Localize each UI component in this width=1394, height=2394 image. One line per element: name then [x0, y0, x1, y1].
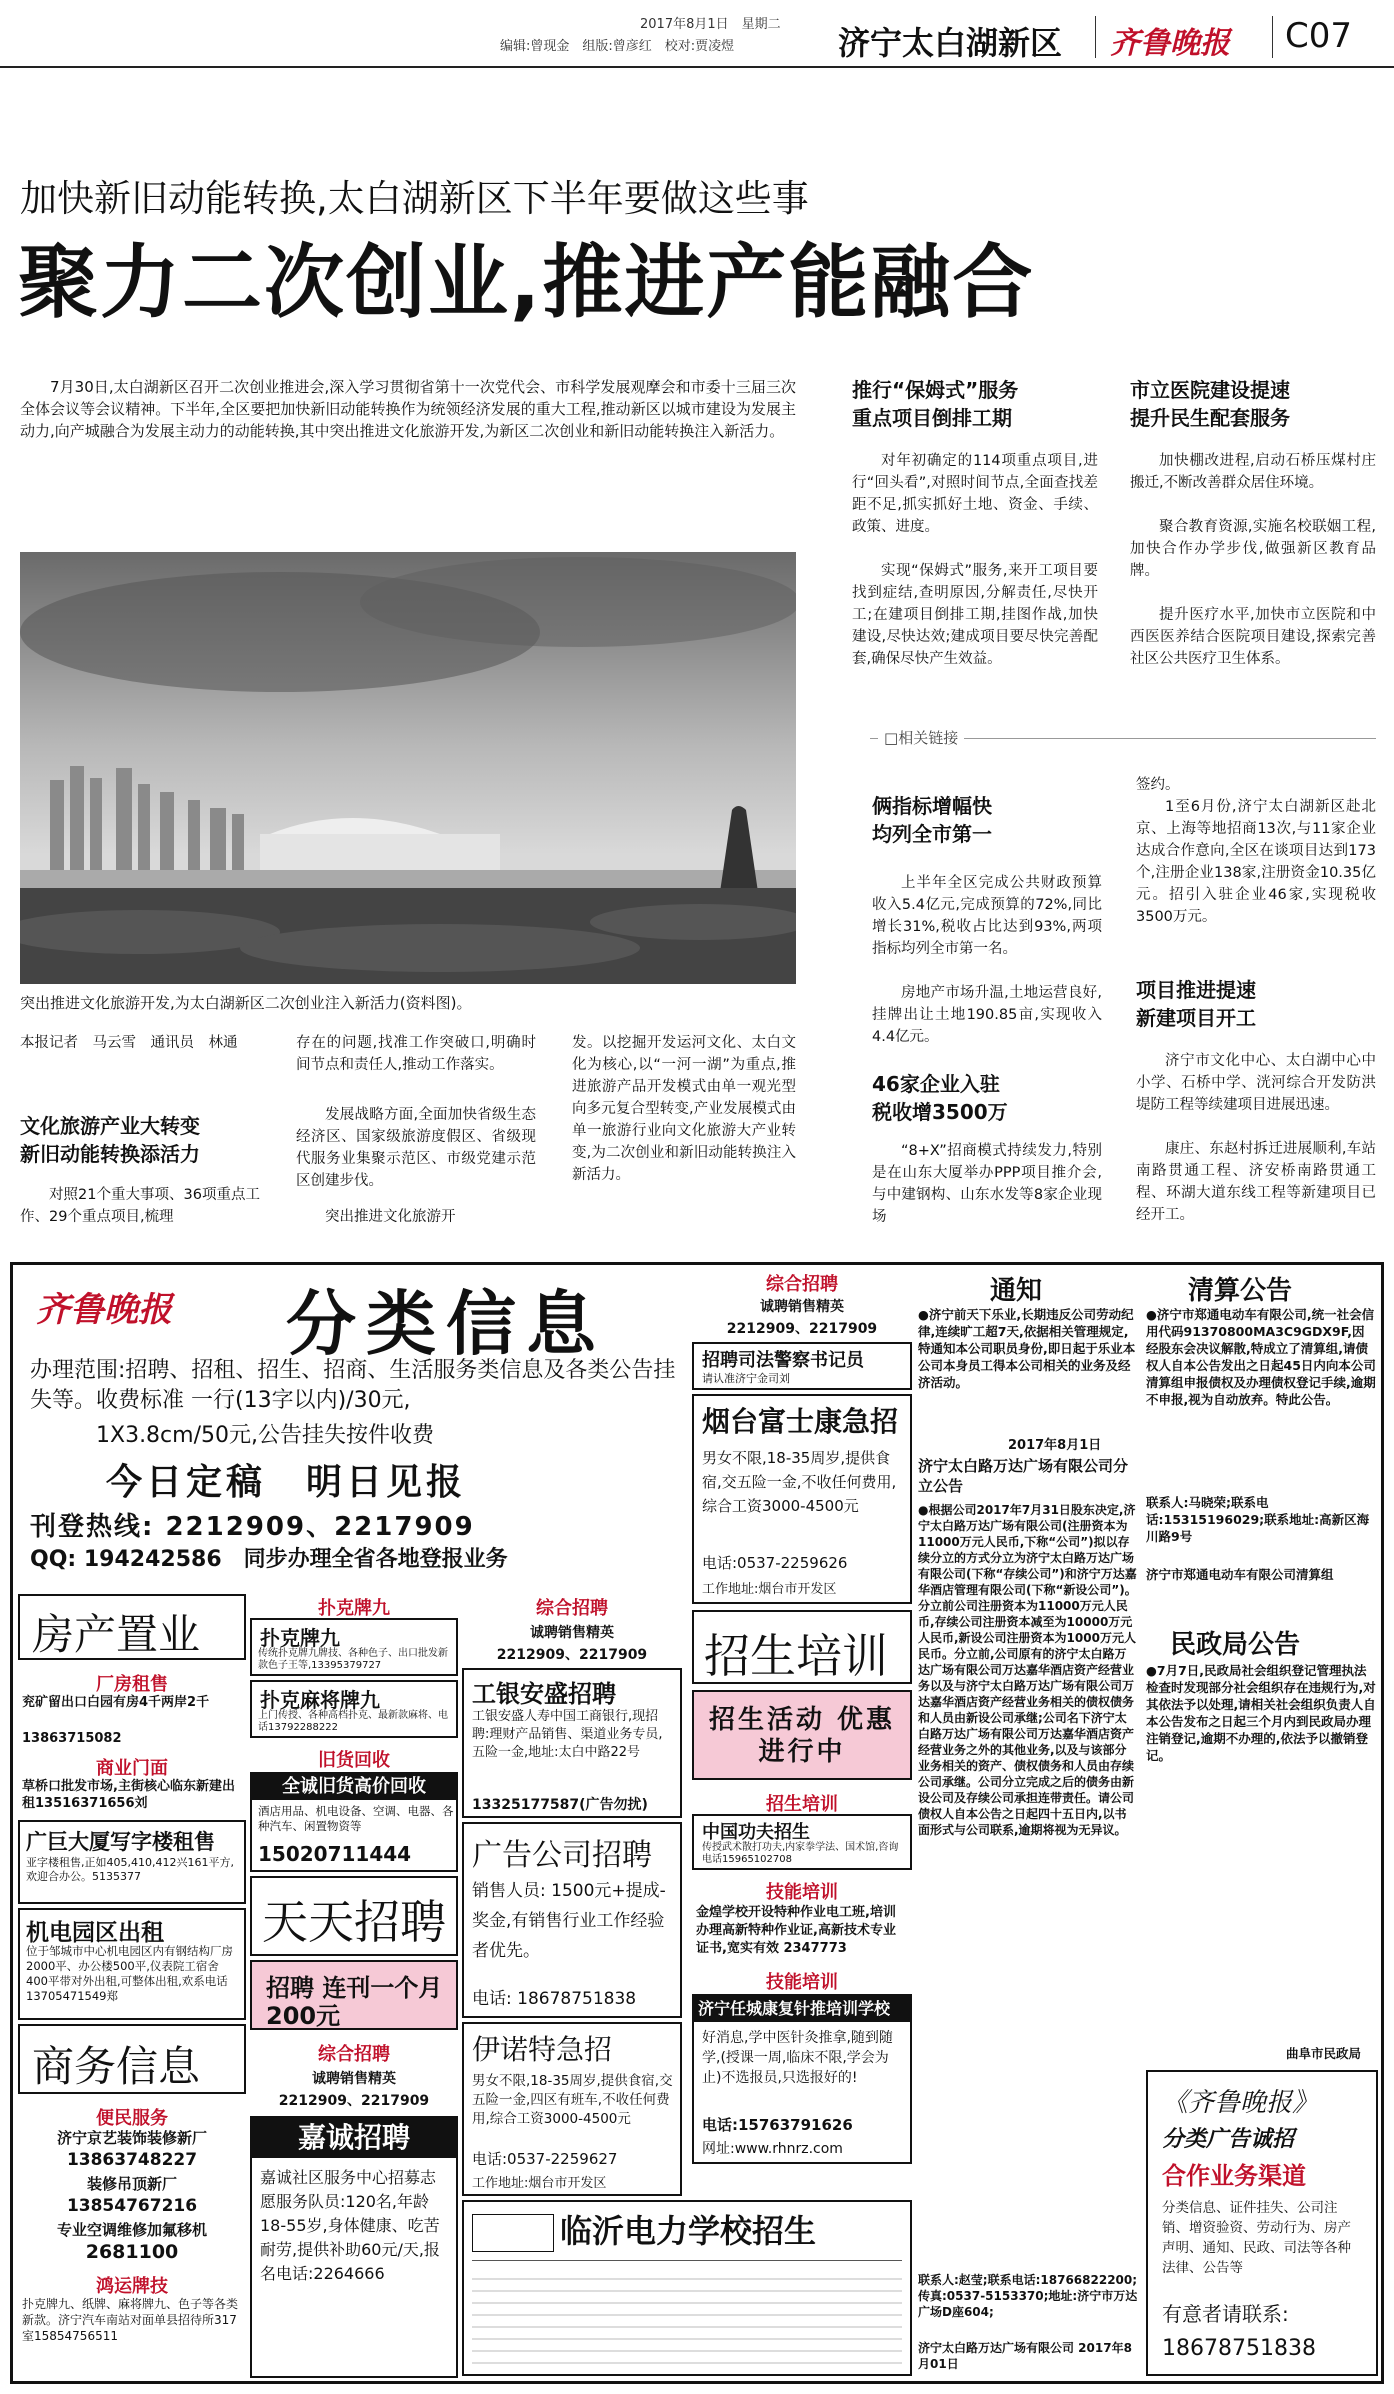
- shop-heading: 商业门面: [96, 1758, 168, 1779]
- hiring-price-text: 招聘 连刊一个月200元: [266, 1974, 443, 2030]
- zonghe-heading-1: 综合招聘: [318, 2044, 390, 2065]
- zonghe-sub-2: 诚聘销售精英: [530, 1625, 614, 1641]
- lake-photo: [20, 552, 796, 984]
- old-ad-title: 全诚旧货高价回收: [252, 1774, 456, 1800]
- byline: 本报记者 马云雪 通讯员 林通: [20, 1035, 238, 1051]
- adco-text: 销售人员: 1500元+提成-奖金,有销售行业工作经验者优先。: [472, 1881, 666, 1961]
- jiacheng-text: 嘉诚社区服务中心招募志愿服务队员:120名,年龄18-55岁,身体健康、吃苦耐劳,提供补助60元/天,报名电话:2264666: [260, 2168, 440, 2283]
- electric-logo: [472, 2214, 554, 2252]
- zonghe-phone-1: 2212909、2217909: [278, 2093, 430, 2109]
- conv-1: 济宁京艺装饰装修新厂: [56, 2129, 207, 2147]
- adco-ad: [462, 1822, 682, 2018]
- zonghe-heading-3: 综合招聘: [766, 1274, 838, 1295]
- enroll-promo: [692, 1690, 912, 1780]
- adco-phone: 电话: 18678751838: [472, 1989, 637, 2009]
- sec2-title-2: 重点项目倒排工期: [852, 406, 1012, 430]
- fuyang-title: 招聘司法警察书记员: [702, 1350, 864, 1371]
- massage-title: 济宁任城康复针推培训学校: [694, 1996, 912, 2022]
- old-ad-text: 酒店用品、机电设备、空调、电器、各种汽车、闲置物资等: [258, 1804, 454, 1833]
- related-d-title-1: 项目推进提速: [1136, 978, 1256, 1002]
- related-b-paragraph-1: “8+X”招商模式持续发力,特别是在山东大厦举办PPP项目推介会,与中建钢构、山东水发等8家企业现场: [872, 1143, 1102, 1225]
- yinuo-ad: [462, 2022, 682, 2196]
- issue-date: 2017年8月1日 星期二: [640, 17, 781, 32]
- electric-ad: [462, 2200, 912, 2376]
- notice-title: 通知: [990, 1276, 1043, 1306]
- cooperation-subtitle: 分类广告诚招: [1162, 2126, 1295, 2152]
- hongyun-heading: 鸿运牌技: [96, 2276, 168, 2297]
- biz-title: 商务信息: [32, 2042, 201, 2091]
- liquid-text: ●济宁市郑通电动车有限公司,统一社会信用代码91370800MA3C9GDX9F,因经股东会决议解散,特成立了清算组,请债权人自本公告发出之日起45日内向本公司清算组申报债权及办理债权登记手续,逾期不申报,视为自动放弃。特此公告。: [1146, 1307, 1376, 1407]
- rent-heading: 厂房租售: [96, 1674, 168, 1695]
- fuyang-text: 请认准济宁金司刘: [702, 1372, 790, 1385]
- sec2-paragraph-2: 实现“保姆式”服务,来开工项目要找到症结,查明原因,分解责任,尽快开工;在建项目倒排工期,挂图作战,加快建设,尽快达效;建成项目要尽快完善配套,确保尽快产生效益。: [852, 563, 1098, 667]
- sec1-paragraph-3: 发展战略方面,全面加快省级生态经济区、国家级旅游度假区、省级现代服务业集聚示范区、市级党建示范区创建步伐。: [296, 1107, 536, 1189]
- electric-title: 临沂电力学校招生: [560, 2212, 817, 2250]
- poker-ad-1: [250, 1618, 458, 1676]
- kicker-headline: 加快新旧动能转换,太白湖新区下半年要做这些事: [20, 177, 809, 220]
- sec3-paragraph-1: 加快棚改进程,启动石桥压煤村庄搬迁,不断改善群众居住环境。: [1130, 453, 1376, 491]
- yinuo-phone: 电话:0537-2259627: [472, 2150, 618, 2168]
- skill-heading-2: 技能培训: [766, 1972, 838, 1993]
- classifieds-scope-2: 1X3.8cm/50元,公告挂失按件收费: [96, 1423, 434, 1448]
- related-d-paragraph-1: 济宁市文化中心、太白湖中心中小学、石桥中学、洸河综合开发防洪堤防工程等续建项目进展迅速。: [1136, 1053, 1376, 1113]
- related-a-paragraph-1: 上半年全区完成公共财政预算收入5.4亿元,完成预算的72%,同比增长31%,税收占比达到93%,两项指标均列全市第一名。: [872, 875, 1102, 957]
- classifieds-deadline: 今日定稿 明日见报: [106, 1461, 467, 1503]
- yinuo-title: 伊诺特急招: [472, 2033, 613, 2066]
- skill-text: 金煌学校开设特种作业电工班,培训办理高新特种作业证,高新技术专业证书,宽实有效 2347773: [696, 1905, 896, 1956]
- notice-text: ●济宁前天下乐业,长期违反公司劳动纪律,连续旷工超7天,依据相关管理规定,特通知本公司职员身份,即日起于乐业本公司本身员工得本公司相关的业务及经济活动。: [918, 1307, 1136, 1390]
- massage-website: 网址:www.rhnrz.com: [702, 2141, 843, 2157]
- classifieds-qq: QQ: 194242586 同步办理全省各地登报业务: [30, 1547, 508, 1572]
- section-name: 济宁太白湖新区: [838, 24, 1063, 62]
- editor-credits: 编辑:曾现金 组版:曾彦红 校对:贾凌煜: [500, 39, 735, 54]
- poker-ad-1-title: 扑克牌九: [260, 1626, 340, 1650]
- conv-heading: 便民服务: [96, 2108, 168, 2129]
- cooperation-headline: 合作业务渠道: [1162, 2162, 1306, 2190]
- massage-text: 好消息,学中医针灸推拿,随到随学,(授课一周,临床不限,学会为止)不选报员,只选报好的!: [702, 2030, 893, 2086]
- notice-date: 2017年8月1日: [1008, 1438, 1102, 1453]
- sec2-title-1: 推行“保姆式”服务: [852, 378, 1019, 402]
- rent-phone: 13863715082: [22, 1731, 122, 1746]
- notice2-title: 济宁太白路万达广场有限公司分立公告: [918, 1457, 1129, 1495]
- hiring-price: [250, 1960, 458, 2030]
- tower-text: 亚字楼租售,正如405,410,412兴161平方,欢迎合办公。5135377: [26, 1856, 234, 1883]
- realty-title: 房产置业: [32, 1610, 201, 1659]
- jidian-title: 机电园区出租: [26, 1920, 164, 1946]
- poker-ad-1-text: 传统扑克牌九牌技、各种色子、出口批发新款色子王等,13395379727: [258, 1648, 448, 1671]
- sec1-paragraph-2: 存在的问题,找准工作突破口,明确时间节点和责任人,推动工作落实。: [296, 1035, 536, 1073]
- poker-ad-2-text: 上门传授、各种高档扑克、最新款麻将、电话13792288222: [258, 1710, 448, 1733]
- sec3-paragraph-2: 聚合教育资源,实施名校联姻工程,加快合作办学步伐,做强新区教育品牌。: [1130, 519, 1376, 579]
- massage-ad: [692, 1994, 912, 2164]
- classifieds-hotline: 刊登热线: 2212909、2217909: [30, 1512, 475, 1542]
- cooperation-brand: 《齐鲁晚报》: [1162, 2088, 1319, 2118]
- adco-title: 广告公司招聘: [472, 1838, 652, 1873]
- electric-fine-print: [472, 2268, 902, 2368]
- related-b-title-1: 46家企业入驻: [872, 1072, 1000, 1096]
- old-ad-phone: 15020711444: [258, 1842, 412, 1866]
- related-label: [878, 727, 964, 748]
- tower-ad: [18, 1820, 246, 1904]
- kungfu-text: 传授武术散打功夫,内家拳学法、国术馆,咨询电话15965102708: [702, 1842, 899, 1865]
- cooperation-ad: [1146, 2070, 1378, 2376]
- civil-title: 民政局公告: [1170, 1630, 1301, 1660]
- yantai-ad: [692, 1394, 912, 1604]
- sec1-title-2: 新旧动能转换添活力: [20, 1142, 200, 1166]
- conv-2: 装修吊顶新厂: [86, 2175, 177, 2193]
- related-a-title-2: 均列全市第一: [872, 822, 992, 846]
- hongyun-text: 扑克牌九、纸牌、麻将牌九、色子等各类新款。济宁汽车南站对面单县招待所317室15854756511: [22, 2297, 239, 2343]
- zonghe-phone-2: 2212909、2217909: [496, 1647, 648, 1663]
- sec3-paragraph-3: 提升医疗水平,加快市立医院和中西医医养结合医院项目建设,探索完善社区公共医疗卫生体系。: [1130, 607, 1376, 667]
- cooperation-phone: 18678751838: [1162, 2336, 1316, 2361]
- sec3-title-1: 市立医院建设提速: [1130, 378, 1290, 402]
- enroll-heading-2: 招生培训: [766, 1794, 838, 1815]
- header-divider-2: [1272, 16, 1273, 58]
- conv-3: 专业空调维修加氟移机: [56, 2221, 207, 2239]
- poker-ad-2-title: 扑克麻将牌九: [260, 1688, 380, 1712]
- yantai-phone: 电话:0537-2259626: [702, 1554, 848, 1572]
- photo-caption: 突出推进文化旅游开发,为太白湖新区二次创业注入新活力(资料图)。: [20, 994, 472, 1012]
- hiring-banner: [250, 1876, 458, 1956]
- zonghe-sub-1: 诚聘销售精英: [312, 2071, 396, 2087]
- jidian-ad: [18, 1908, 246, 2020]
- header-divider: [1095, 16, 1096, 58]
- zonghe-heading-2: 综合招聘: [536, 1598, 608, 1619]
- yinhang-phone: 13325177587(广告勿扰): [472, 1797, 648, 1813]
- yinhang-title: 工银安盛招聘: [472, 1680, 616, 1708]
- notice2-contact: 联系人:赵莹;联系电话:18766822200;传真:0537-5153370;地址:济宁市万达广场D座604;: [918, 2273, 1138, 2319]
- related-box-icon: □: [884, 729, 899, 747]
- civil-signature: 曲阜市民政局: [1286, 2046, 1362, 2061]
- yinhang-text: 工银安盛人寿中国工商银行,现招聘:理财产品销售、渠道业务专员,五险一金,地址:太白中路22号: [472, 1709, 663, 1760]
- old-ad: [250, 1772, 458, 1872]
- related-label-text: 相关链接: [898, 729, 959, 747]
- yinuo-address: 工作地址:烟台市开发区: [472, 2176, 607, 2191]
- paper-logo: 齐鲁晚报: [1110, 26, 1230, 61]
- liquid-contact: 联系人:马晓荣;联系电话:15315196029;联系地址:高新区海川路9号: [1146, 1495, 1370, 1544]
- shop-text: 草桥口批发市场,主街核心临东新建出租13516371656刘: [22, 1779, 235, 1811]
- yantai-text: 男女不限,18-35周岁,提供食宿,交五险一金,不收任何费用,综合工资3000-4500元: [702, 1449, 897, 1515]
- electric-rule: [472, 2260, 902, 2261]
- header-rule: [0, 66, 1394, 68]
- hiring-title: 天天招聘: [262, 1895, 446, 1949]
- fuyang-ad: [692, 1342, 912, 1390]
- tower-title: 广巨大厦写字楼租售: [26, 1830, 215, 1854]
- rent-text: 兖矿留出口白园有房4千两岸2千: [22, 1695, 210, 1710]
- civil-text: ●7月7日,民政局社会组织登记管理执法检查时发现部分社会组织存在违规行为,对其依法予以处理,请相关社会组织负责人自本公告发布之日起三个月内到民政局办理注销登记,逾期不办理的,依法予以撤销登记。: [1146, 1663, 1376, 1763]
- related-d-paragraph-2: 康庄、东赵村拆迁进展顺利,车站南路贯通工程、济安桥南路贯通工程、环湖大道东线工程等新建项目已经开工。: [1136, 1141, 1376, 1223]
- sec3-title-2: 提升民生配套服务: [1130, 406, 1290, 430]
- related-a-paragraph-2: 房地产市场升温,土地运营良好,挂牌出让土地190.85亩,实现收入4.4亿元。: [872, 985, 1102, 1045]
- related-c-paragraph-0: 签约。: [1136, 777, 1180, 793]
- zonghe-phone-3: 2212909、2217909: [726, 1321, 878, 1337]
- related-d-title-2: 新建项目开工: [1136, 1006, 1256, 1030]
- sec1-paragraph-1: 对照21个重大事项、36项重点工作、29个重点项目,梳理: [20, 1187, 260, 1225]
- skill-heading-1: 技能培训: [766, 1882, 838, 1903]
- jiacheng-title: 嘉诚招聘: [252, 2118, 456, 2158]
- main-headline: 聚力二次创业,推进产能融合: [18, 236, 1035, 329]
- cooperation-text: 分类信息、证件挂失、公司注销、增资验资、劳动行为、房产声明、通知、民政、司法等各种法律、公告等: [1162, 2200, 1351, 2276]
- related-a-title-1: 俩指标增幅快: [872, 794, 992, 818]
- related-b-title-2: 税收增3500万: [872, 1100, 1008, 1124]
- yinuo-text: 男女不限,18-35周岁,提供食宿,交五险一金,四区有班车,不收任何费用,综合工资3000-4500元: [472, 2073, 673, 2127]
- conv-1-phone: 13863748227: [66, 2150, 198, 2170]
- yantai-address: 工作地址:烟台市开发区: [702, 1582, 837, 1597]
- yantai-title: 烟台富士康急招: [702, 1405, 899, 1438]
- lead-paragraph: 7月30日,太白湖新区召开二次创业推进会,深入学习贯彻省第十一次党代会、市科学发展观摩会和市委十三届三次全体会议等会议精神。下半年,全区要把加快新旧动能转换作为统领经济发展的重大工程,推动新区以城市建设为发展主动力,向产城融合为发展主动力的动能转换,其中突出推进文化旅游开发,为新区二次创业和新旧动能转换注入新活力。: [20, 378, 796, 440]
- enroll-promo-text: 招生活动 优惠进行中: [708, 1705, 896, 1767]
- classifieds-header: [16, 1268, 692, 1588]
- enroll-title: 招生培训: [704, 1629, 888, 1683]
- liquid-title: 清算公告: [1188, 1276, 1293, 1306]
- page-number: C07: [1285, 16, 1353, 56]
- jidian-text: 位于邹城市中心机电园区内有钢结构厂房2000平、办公楼500平,仪表院工宿舍400平带对外出租,可整体出租,欢系电话13705471549郑: [26, 1944, 233, 2003]
- zonghe-sub-3: 诚聘销售精英: [760, 1299, 844, 1315]
- notice2-body: ●根据公司2017年7月31日股东决定,济宁太白路万达广场有限公司(注册资本为11000万元人民币,下称“公司”)拟以存续分立的方式分立为济宁太白路万达广场有限公司(下称“存续公司”)和济宁万达嘉华酒店管理有限公司(下称“新设公司”)。分立前公司注册资本为11000万元人民币,存续公司注册资本减至为10000万元人民币,新设公司注册资本为1000万元人民币。分立前,公司原有的济宁太白路万达广场有限公司万达嘉华酒店资产经营业务以及与济宁太白路万达广场有限公司万达嘉华酒店资产经营业务相关的债权债务和人员由新设公司承继;公司名下济宁太白路万达广场有限公司万达嘉华酒店资产经营业务之外的其他业务,以及与该部分业务相关的资产、债权债务和人员由存续公司承继。公司分立完成之后的债务由新设公司及存续公司承担连带责任。请公司债权人自本公告之日起四十五日内,以书面形式与公司联系,逾期将视为无异议。: [918, 1503, 1137, 1837]
- notice2-signature: 济宁太白路万达广场有限公司 2017年8月01日: [918, 2341, 1132, 2371]
- liquid-signature: 济宁市郑通电动车有限公司清算组: [1146, 1567, 1334, 1582]
- conv-3-phone: 2681100: [85, 2241, 179, 2263]
- kungfu-ad: [692, 1814, 912, 1870]
- sec1-paragraph-4: 突出推进文化旅游开: [325, 1209, 456, 1225]
- kungfu-title: 中国功夫招生: [702, 1822, 810, 1843]
- poker-ad-2: [250, 1680, 458, 1738]
- conv-2-phone: 13854767216: [66, 2196, 198, 2216]
- realty-banner: [18, 1594, 246, 1660]
- classifieds-scope: 办理范围:招聘、招租、招生、招商、生活服务类信息及各类公告挂失等。收费标准 一行(13字以内)/30元,: [30, 1358, 676, 1413]
- yinhang-ad: [462, 1668, 682, 1818]
- sec2-paragraph-1: 对年初确定的114项重点项目,进行“回头看”,对照时间节点,全面查找差距不足,抓实抓好土地、资金、手续、政策、进度。: [852, 453, 1098, 535]
- cooperation-contact: 有意者请联系:: [1162, 2302, 1289, 2326]
- jiacheng-ad: [250, 2116, 458, 2378]
- enroll-banner: [692, 1610, 912, 1684]
- sec1-paragraph-5: 发。以挖掘开发运河文化、太白文化为核心,以“一河一湖”为重点,推进旅游产品开发模式由单一观光型向多元复合型转变,产业发展模式由单一旅游行业向文化旅游大产业转变,为二次创业和新旧动能转换注入新活力。: [572, 1035, 796, 1183]
- old-heading: 旧货回收: [318, 1750, 390, 1771]
- related-c-paragraph-1: 1至6月份,济宁太白湖新区赴北京、上海等地招商13次,与11家企业达成合作意向,全区在谈项目达到173个,注册企业138家,注册资金10.35亿元。招引入驻企业46家,实现税收3500万元。: [1136, 799, 1376, 925]
- poker-heading: 扑克牌九: [318, 1598, 390, 1619]
- biz-banner: [18, 2024, 246, 2094]
- massage-phone: 电话:15763791626: [702, 2116, 853, 2134]
- sec1-title-1: 文化旅游产业大转变: [20, 1114, 200, 1138]
- classifieds-brand-logo: 齐鲁晚报: [36, 1290, 172, 1330]
- classifieds-brand-title: 分类信息: [286, 1282, 606, 1365]
